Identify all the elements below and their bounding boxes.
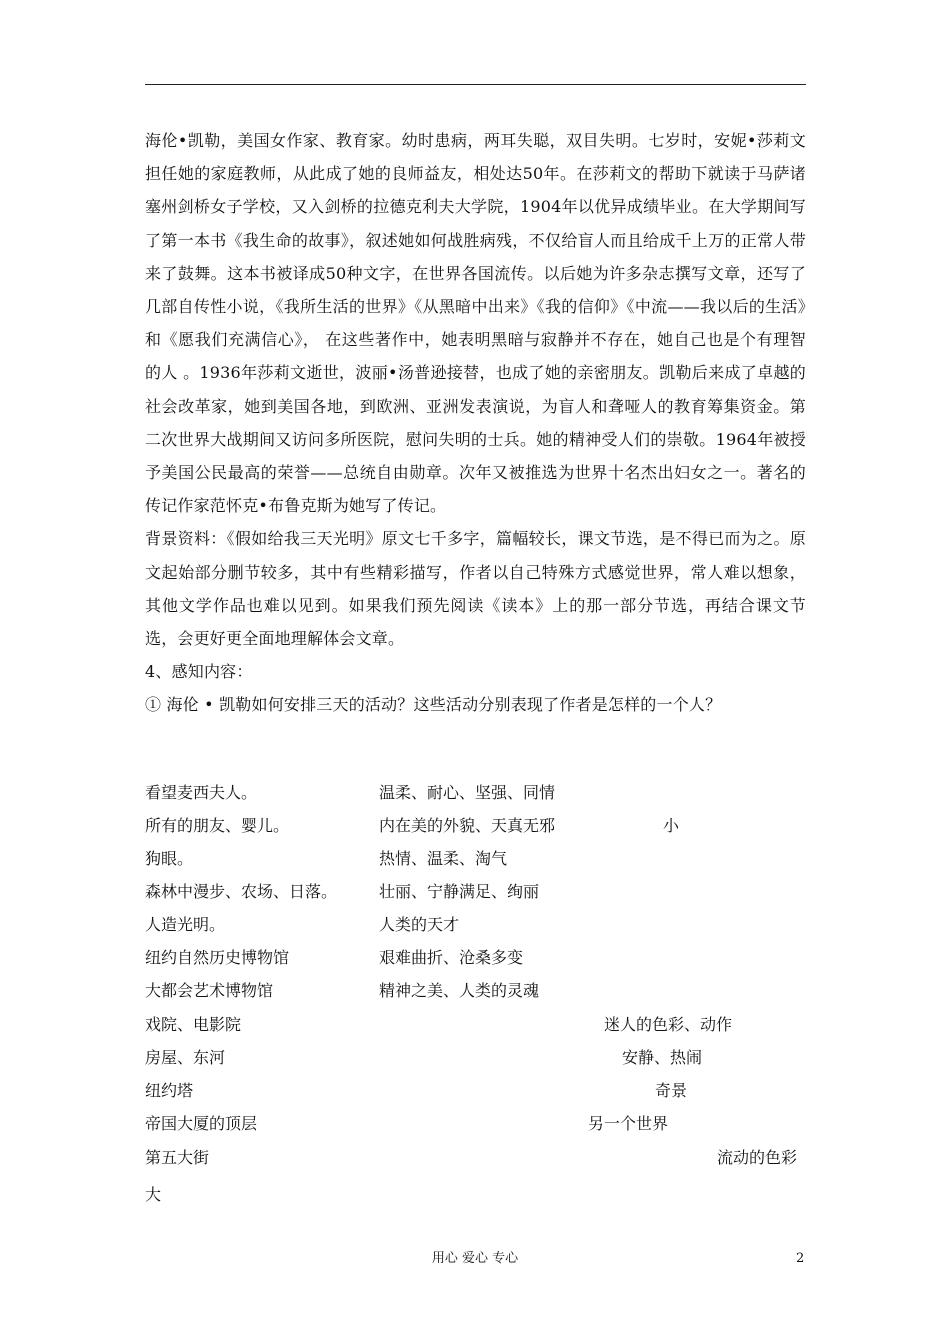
- activity-row: [145, 776, 806, 809]
- activity-row: [145, 842, 806, 875]
- activity-row: [145, 1178, 806, 1211]
- document-body: [145, 124, 806, 722]
- activity-text: 所有的朋友、婴儿。: [145, 816, 290, 835]
- activity-meaning: 流动的色彩: [717, 1148, 798, 1167]
- activity-row: [145, 941, 806, 974]
- activity-text: 狗眼。: [145, 849, 194, 868]
- activity-meaning: 迷人的色彩、动作: [604, 1015, 733, 1034]
- activity-text: 森林中漫步、农场、日落。: [145, 882, 338, 901]
- activity-meaning: 壮丽、宁静满足、绚丽: [379, 882, 540, 901]
- header-rule: [145, 84, 806, 85]
- activity-extra: 小: [663, 816, 680, 835]
- activity-meaning: 热情、温柔、淘气: [379, 849, 508, 868]
- background-paragraph: 背景资料：《假如给我三天光明》原文七千多字，篇幅较长，课文节选，是不得已而为之。原文起始部分删节较多，其中有些精彩描写，作者以自己特殊方式感觉世界，常人难以想象，其他文学作品也难以见到。如果我们预先阅读《读本》上的那一部分节选，再结合课文节选，会更好更全面地理解体会文章。: [145, 529, 806, 649]
- activity-text: 戏院、电影院: [145, 1015, 242, 1034]
- activity-meaning: 精神之美、人类的灵魂: [379, 981, 540, 1000]
- activity-row: [145, 1008, 806, 1041]
- activity-text: 房屋、东河: [145, 1048, 226, 1067]
- activity-row: [145, 809, 806, 842]
- activity-row: [145, 1141, 806, 1174]
- activity-meaning: 温柔、耐心、坚强、同情: [379, 783, 556, 802]
- activity-text: 看望麦西夫人。: [145, 783, 258, 802]
- activity-meaning: 奇景: [655, 1081, 688, 1100]
- activity-text: 第五大街: [145, 1148, 210, 1167]
- activity-row: [145, 1074, 806, 1107]
- activity-text: 大都会艺术博物馆: [145, 981, 274, 1000]
- section-heading: 4、感知内容：: [145, 662, 253, 682]
- activity-row: [145, 875, 806, 908]
- question-text: ① 海伦 • 凯勒如何安排三天的活动？这些活动分别表现了作者是怎样的一个人？: [145, 695, 722, 715]
- activity-text: 纽约自然历史博物馆: [145, 948, 290, 967]
- footer-motto: 用心 爱心 专心: [431, 1251, 519, 1266]
- activity-meaning: 人类的天才: [379, 915, 460, 934]
- activity-text: 人造光明。: [145, 915, 226, 934]
- activity-meaning: 另一个世界: [588, 1114, 669, 1133]
- activity-text: 大: [145, 1185, 162, 1204]
- activity-row: [145, 974, 806, 1007]
- activity-text: 帝国大厦的顶层: [145, 1114, 258, 1133]
- activity-row: [145, 1107, 806, 1140]
- activity-row: [145, 908, 806, 941]
- activity-meaning: 内在美的外貌、天真无邪: [379, 816, 556, 835]
- activity-meaning: 艰难曲折、沧桑多变: [379, 948, 524, 967]
- activity-text: 纽约塔: [145, 1081, 194, 1100]
- page-number: 2: [796, 1251, 805, 1266]
- activity-row: [145, 1041, 806, 1074]
- activity-meaning: 安静、热闹: [622, 1048, 703, 1067]
- biography-paragraph: 海伦•凯勒，美国女作家、教育家。幼时患病，两耳失聪，双目失明。七岁时，安妮•莎莉文担任她的家庭教师，从此成了她的良师益友，相处达50年。在莎莉文的帮助下就读于马萨诸塞州剑桥女子学校，又入剑桥的拉德克利夫大学院，1904年以优异成绩毕业。在大学期间写了第一本书《我生命的故事》，叙述她如何战胜病残，不仅给盲人而且给成千上万的正常人带来了鼓舞。这本书被译成50种文字，在世界各国流传。以后她为许多杂志撰写文章，还写了几部自传性小说，《我所生活的世界》《从黑暗中出来》《我的信仰》《中流——我以后的生活》和《愿我们充满信心》， 在这些著作中，她表明黑暗与寂静并不存在，她自己也是个有理智的人 。1936年莎莉文逝世，波丽•汤普逊接替，也成了她的亲密朋友。凯勒后来成了卓越的社会改革家，她到美国各地，到欧洲、亚洲发表演说，为盲人和聋哑人的教育筹集资金。第二次世界大战期间又访问多所医院，慰问失明的士兵。她的精神受人们的崇敬。1964年被授予美国公民最高的荣誉——总统自由勋章。次年又被推选为世界十名杰出妇女之一。著名的传记作家范怀克•布鲁克斯为她写了传记。: [145, 131, 806, 516]
